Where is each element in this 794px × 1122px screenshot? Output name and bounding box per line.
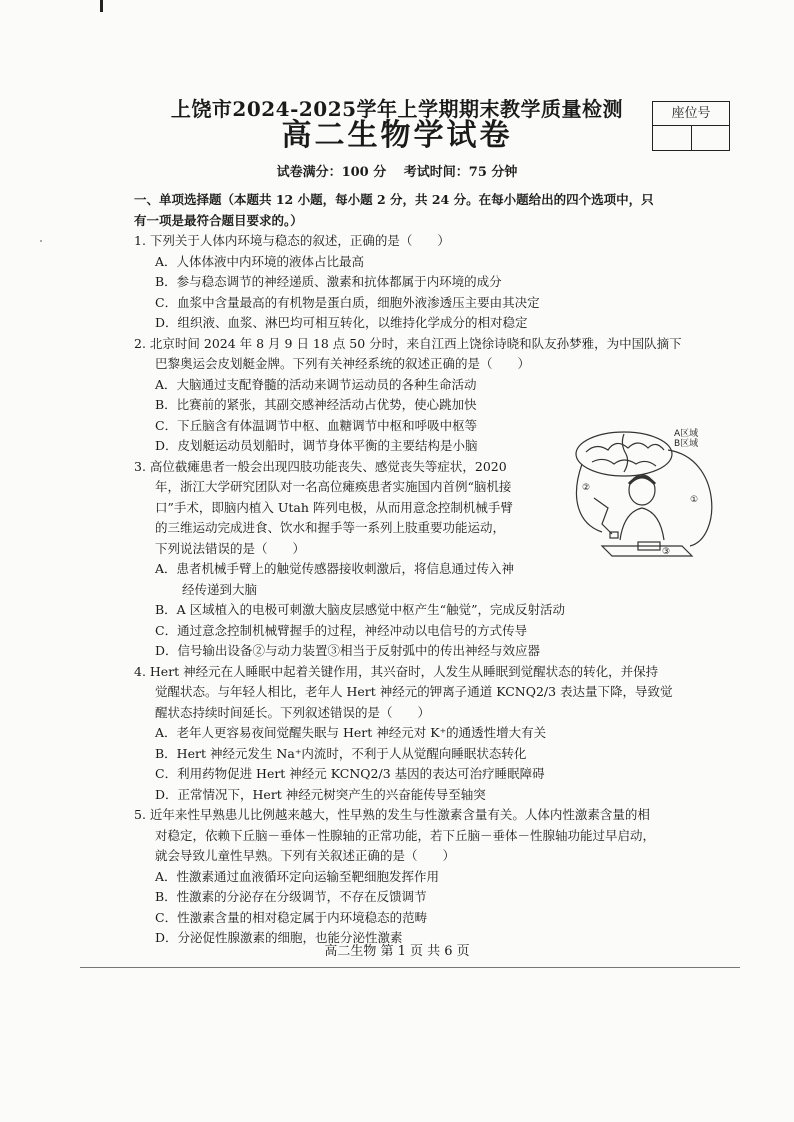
q1-stem: 1. 下列关于人体内环境与稳态的叙述，正确的是（ ）	[134, 233, 450, 248]
scan-edge-mark	[100, 0, 103, 12]
seat-number-label: 座位号	[653, 102, 729, 126]
q1-option-a: A．人体体液中内环境的液体占比最高	[155, 253, 365, 269]
q3-option-a-line2: 经传递到大脑	[182, 581, 258, 597]
q3-option-a-line1: A．患者机械手臂上的触觉传感器接收刺激后，将信息通过传入神	[155, 561, 515, 576]
q3-option-d: D．信号输出设备②与动力装置③相当于反射弧中的传出神经与效应器	[155, 643, 541, 658]
patient-body	[620, 508, 664, 540]
scan-speck	[40, 240, 42, 242]
q5-stem-line1: 5. 近年来性早熟患儿比例越来越大，性早熟的发生与性激素含量有关。人体内性激素含量的相	[134, 807, 650, 822]
q3-stem-line4: 的三维运动完成进食、饮水和握手等一系列上肢重要功能运动，	[155, 520, 506, 535]
figure-mark-3: ③	[662, 547, 671, 557]
q3-stem-line2: 年，浙江大学研究团队对一名高位瘫痪患者实施国内首例“脑机接	[155, 479, 512, 494]
brain-outline	[576, 432, 672, 476]
desk	[602, 546, 692, 556]
figure-drawing	[572, 428, 732, 560]
seat-cell-right	[692, 126, 730, 150]
q2-option-b: B．比赛前的紧张，其副交感神经活动占优势，使心跳加快	[155, 397, 477, 412]
brain-sulcus	[622, 434, 627, 472]
score-info: 试卷满分：100 分 考试时间：75 分钟	[276, 165, 518, 180]
exam-subtitle: 上饶市2024-2025学年上学期期末教学质量检测	[170, 97, 624, 121]
q5-option-a: A．性激素通过血液循环定向运输至靶细胞发挥作用	[155, 868, 440, 884]
q2-option-a: A．大脑通过支配脊髓的活动来调节运动员的各种生命活动	[155, 376, 477, 392]
seat-cell-left	[653, 126, 692, 150]
q4-option-b: B．Hert 神经元发生 Na⁺内流时，不利于人从觉醒向睡眠状态转化	[155, 745, 527, 761]
q5-stem-line3: 就会导致儿童性早熟。下列有关叙述正确的是（ ）	[155, 848, 456, 863]
q4-option-d: D．正常情况下，Hert 神经元树突产生的兴奋能传导至轴突	[155, 786, 486, 802]
q2-option-c: C．下丘脑含有体温调节中枢、血糖调节中枢和呼吸中枢等	[155, 417, 478, 433]
q3-option-b: B．A 区域植入的电极可刺激大脑皮层感觉中枢产生“触觉”，完成反射活动	[155, 602, 565, 617]
q1-option-b: B．参与稳态调节的神经递质、激素和抗体都属于内环境的成分	[155, 274, 502, 289]
q5-option-b: B．性激素的分泌存在分级调节，不存在反馈调节	[155, 889, 427, 904]
figure-label-a-region: A区域	[674, 429, 699, 439]
q5-stem-line2: 对稳定，依赖下丘脑－垂体－性腺轴的正常功能，若下丘脑－垂体－性腺轴功能过早启动，	[155, 827, 656, 843]
patient-hair	[629, 477, 655, 484]
q4-stem-line1: 4. Hert 神经元在人睡眠中起着关键作用，其兴奋时，人发生从睡眠到觉醒状态的转化，并保持	[134, 663, 659, 679]
q4-stem-line3: 醒状态持续时间延长。下列叙述错误的是（ ）	[155, 704, 431, 720]
q5-option-c: C．性激素含量的相对稳定属于内环境稳态的范畴	[155, 909, 428, 925]
q2-option-d: D．皮划艇运动员划船时，调节身体平衡的主要结构是小脑	[155, 438, 478, 453]
figure-label-b-region: B区域	[674, 439, 699, 449]
q4-option-c: C．利用药物促进 Hert 神经元 KCNQ2/3 基因的表达可治疗睡眠障碍	[155, 766, 545, 781]
page-footer: 高二生物 第 1 页 共 6 页	[324, 944, 470, 959]
q3-option-c: C．通过意念控制机械臂握手的过程，神经冲动以电信号的方式传导	[155, 622, 528, 638]
section-heading-line1: 一、单项选择题（本题共 12 小题，每小题 2 分，共 24 分。在每小题给出的四个选项中，只	[134, 192, 654, 207]
brain-computer-interface-figure	[572, 428, 732, 560]
bottom-rule	[80, 967, 740, 968]
exam-title: 高二生物学试卷	[281, 118, 513, 153]
q4-stem-line2: 觉醒状态。与年轻人相比，老年人 Hert 神经元的钾离子通道 KCNQ2/3 表达量下降，导致觉	[155, 684, 673, 699]
seat-number-cells	[653, 126, 729, 150]
q3-stem-line5: 下列说法错误的是（ ）	[155, 540, 306, 556]
brain-folds	[586, 443, 664, 466]
q3-stem-line3: 口”手术，即脑内植入 Utah 阵列电极，从而用意念控制机械手臂	[155, 499, 513, 515]
figure-mark-2: ②	[582, 483, 591, 493]
q1-option-d: D．组织液、血浆、淋巴均可相互转化，以维持化学成分的相对稳定	[155, 315, 528, 330]
section-heading-line2: 有一项是最符合题目要求的。）	[134, 212, 303, 228]
figure-mark-1: ①	[690, 495, 699, 505]
q3-stem-line1: 3. 高位截瘫患者一般会出现四肢功能丧失、感觉丧失等症状，2020	[134, 458, 507, 474]
q2-stem-line1: 2. 北京时间 2024 年 8 月 9 日 18 点 50 分时，来自江西上饶徐诗晓和队友孙梦雅，为中国队摘下	[134, 335, 682, 351]
question-content	[134, 190, 730, 949]
q5-option-d: D．分泌促性腺激素的细胞，也能分泌性激素	[155, 930, 403, 945]
q2-stem-line2: 巴黎奥运会皮划艇金牌。下列有关神经系统的叙述正确的是（ ）	[155, 356, 531, 371]
seat-number-box	[652, 101, 730, 151]
q4-option-a: A．老年人更容易夜间觉醒失眠与 Hert 神经元对 K⁺的通透性增大有关	[155, 725, 547, 740]
q1-option-c: C．血浆中含量最高的有机物是蛋白质，细胞外液渗透压主要由其决定	[155, 294, 540, 310]
robot-arm	[594, 498, 612, 534]
wire-left	[576, 464, 602, 532]
